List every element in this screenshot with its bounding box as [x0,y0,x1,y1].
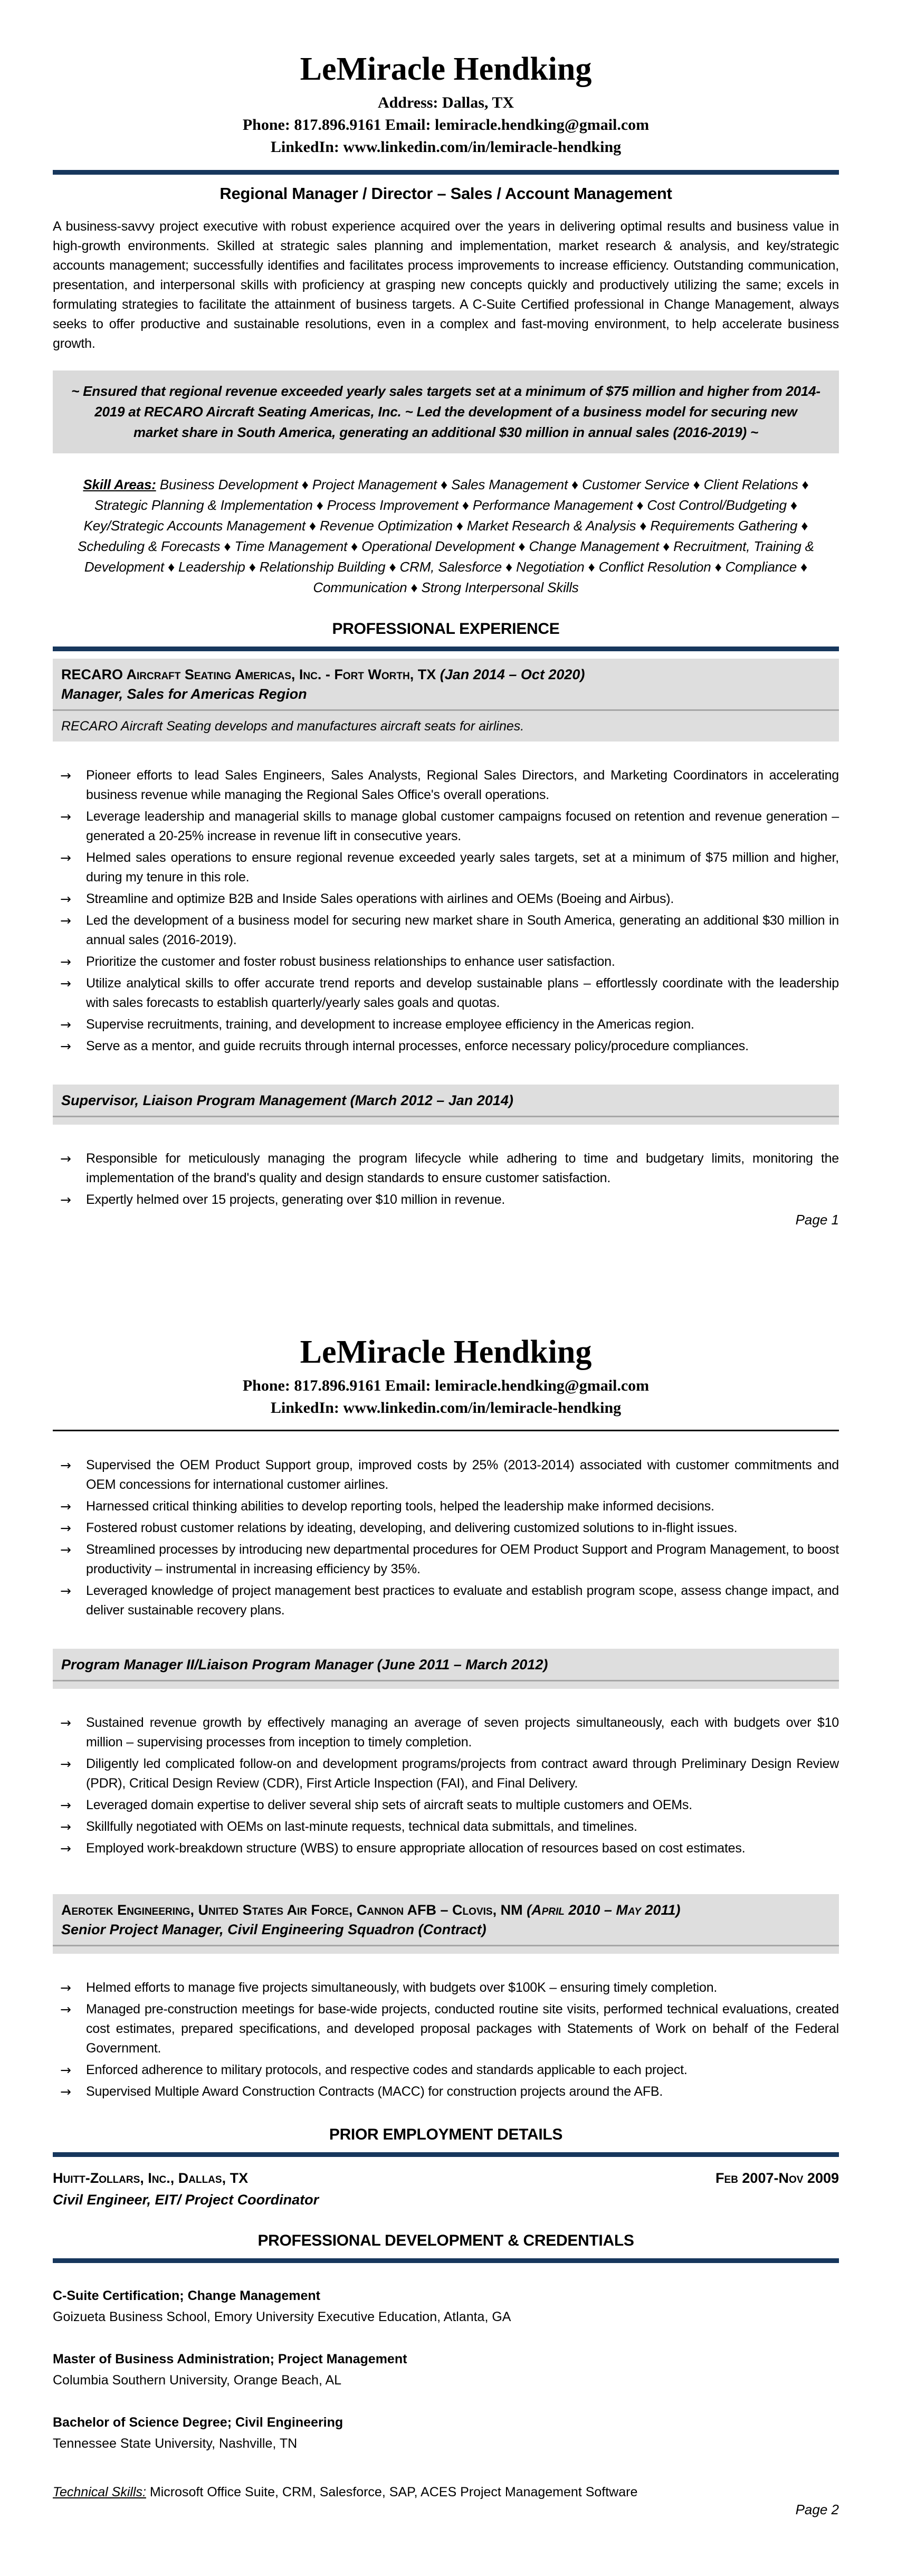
arrow-bullet-icon: → [60,850,71,866]
job-header-supervisor [53,1085,839,1125]
job-title: Supervisor, Liaison Program Management (March 2012 – Jan 2014) [61,1092,513,1108]
bullet-text: Led the development of a business model for securing new market share in South America, generating an additional $30 million in annual sales (2016-2019). [86,913,839,947]
arrow-bullet-icon: → [60,2084,71,2099]
bullet-text: Serve as a mentor, and guide recruits through internal processes, enforce necessary policy/procedure compliances. [86,1039,749,1053]
bullet-text: Leveraged knowledge of project management best practices to evaluate and establish program scope, assess change impact, and deliver sustainable recovery plans. [86,1583,839,1618]
bullet-text: Fostered robust customer relations by ideating, developing, and delivering customized solutions to in-flight issues. [86,1520,738,1535]
contact-block [53,1375,839,1419]
bullet-text: Diligently led complicated follow-on and development programs/projects from contract award through Preliminary Design Review (PDR), Critical Design Review (CDR), First Article Inspection (FAI), and Final Delivery. [86,1756,839,1791]
arrow-bullet-icon: → [60,1192,71,1208]
credential-title: Bachelor of Science Degree; Civil Engineering [53,2415,343,2430]
bullet-list-aerotek [53,1978,839,2104]
header-divider-rule [53,170,839,175]
bullet-text: Supervise recruitments, training, and development to increase employee efficiency in the Americas region. [86,1017,694,1032]
skill-areas-paragraph [53,474,839,598]
contact-phone-email: Phone: 817.896.9161 Email: lemiracle.hendking@gmail.com [242,1377,650,1394]
bullet-item [53,1497,839,1516]
arrow-bullet-icon: → [60,809,71,824]
page-2 [0,1286,897,2576]
section-divider-rule [53,2152,839,2157]
bullet-text: Supervised the OEM Product Support group, improved costs by 25% (2013-2014) associated with customer commitments and OEM concessions for international customer airlines. [86,1458,839,1492]
bullet-text: Helmed efforts to manage five projects simultaneously, with budgets over $100K – ensuring timely completion. [86,1980,718,1995]
technical-skills-list: Microsoft Office Suite, CRM, Salesforce, SAP, ACES Project Management Software [146,2485,638,2499]
resume-name: LeMiracle Hendking [300,1334,592,1370]
bullet-text: Employed work-breakdown structure (WBS) to ensure appropriate allocation of resources based on cost estimates. [86,1841,746,1856]
bullet-list-program-manager [53,1713,839,1860]
section-heading-professional-development: PROFESSIONAL DEVELOPMENT & CREDENTIALS [257,2232,634,2249]
bullet-list-supervisor-continued [53,1456,839,1622]
arrow-bullet-icon: → [60,768,71,783]
arrow-bullet-icon: → [60,1819,71,1834]
bullet-text: Helmed sales operations to ensure regional revenue exceeded yearly sales targets, set at a minimum of $75 million and higher, during my tenure in this role. [86,850,839,885]
bullet-item [53,1817,839,1837]
bullet-item [53,1581,839,1620]
summary-paragraph: A business-savvy project executive with robust experience acquired over the years in delivering optimal results and business value in high-growth environments. Skilled at strategic sales planning and implementation, market research & analysis, and key/strategic accounts management; successfully identifies and facilitates process improvements to increase efficiency. Outstanding communication, presentation, and interpersonal skills with proficiency at grasping new concepts quickly and productively utilizing the same; excels in formulating strategies to facilitate the attainment of business targets. A C-Suite Certified professional in Change Management, always seeks to offer productive and sustainable resolutions, even in a complex and fast-moving environment, to help accelerate business growth. [53,219,839,351]
bullet-list-recaro [53,766,839,1058]
credential-item [53,2286,839,2326]
bullet-text: Responsible for meticulously managing the program lifecycle while adhering to time and budgetary limits, monitoring the implementation of the brand's quality and design standards to ensure customer satisfaction. [86,1151,839,1185]
bullet-item [53,1839,839,1858]
arrow-bullet-icon: → [60,1841,71,1856]
bullet-item [53,889,839,909]
section-heading-professional-experience: PROFESSIONAL EXPERIENCE [332,620,560,638]
credential-title: C-Suite Certification; Change Management [53,2288,320,2303]
bullet-item [53,1754,839,1793]
job-title: Senior Project Manager, Civil Engineering Squadron (Contract) [61,1922,486,1937]
technical-skills-line [53,2483,839,2502]
job-company: Huitt-Zollars, Inc., Dallas, TX [53,2170,249,2186]
job-box-spacer [53,1681,839,1689]
arrow-bullet-icon: → [60,1980,71,1995]
bullet-text: Prioritize the customer and foster robust business relationships to enhance user satisfaction. [86,954,615,969]
contact-block [53,92,839,158]
bullet-text: Leverage leadership and managerial skills to manage global customer campaigns focused on retention and revenue generation – generated a 20-25% increase in revenue lift in consecutive years. [86,809,839,843]
arrow-bullet-icon: → [60,1715,71,1731]
bullet-text: Utilize analytical skills to offer accurate trend reports and develop sustainable plans – effortlessly coordinate with the leadership with sales forecasts to establish quarterly/yearly sales goals and quotas. [86,976,839,1010]
contact-linkedin: LinkedIn: www.linkedin.com/in/lemiracle-hendking [270,1399,622,1417]
job-title: Civil Engineer, EIT/ Project Coordinator [53,2192,319,2208]
header-divider-rule [53,1430,839,1431]
page-1 [0,0,897,1286]
arrow-bullet-icon: → [60,2062,71,2078]
headline: Regional Manager / Director – Sales / Account Management [220,184,672,203]
resume-name: LeMiracle Hendking [300,51,592,87]
bullet-item [53,974,839,1013]
arrow-bullet-icon: → [60,2002,71,2017]
arrow-bullet-icon: → [60,1458,71,1473]
job-box-spacer [53,1946,839,1954]
arrow-bullet-icon: → [60,1151,71,1166]
bullet-item [53,1978,839,1998]
bullet-text: Enforced adherence to military protocols, and respective codes and standards applicable to each project. [86,2062,688,2077]
company-description: RECARO Aircraft Seating develops and manufactures aircraft seats for airlines. [61,719,524,734]
arrow-bullet-icon: → [60,913,71,928]
achievements-highlight-box: ~ Ensured that regional revenue exceeded yearly sales targets set at a minimum of $75 million and higher from 2014-2019 at RECARO Aircraft Seating Americas, Inc. ~ Led the development of a business model for securing new market share in South America, generating an additional $30 million in annual sales (2016-2019) ~ [53,370,839,453]
bullet-item [53,1713,839,1752]
job-company: RECARO Aircraft Seating Americas, Inc. - Fort Worth, TX [61,667,436,682]
bullet-item [53,766,839,805]
job-dates: (April 2010 – May 2011) [527,1902,681,1918]
arrow-bullet-icon: → [60,1542,71,1557]
credential-title: Master of Business Administration; Project Management [53,2352,407,2366]
arrow-bullet-icon: → [60,1583,71,1599]
arrow-bullet-icon: → [60,1756,71,1772]
job-dates: (Jan 2014 – Oct 2020) [440,667,585,682]
bullet-text: Sustained revenue growth by effectively managing an average of seven projects simultaneously, each with budgets over $10 million – supervising processes from inception to timely completion. [86,1715,839,1750]
page-number-1: Page 1 [795,1212,839,1228]
section-divider-rule [53,647,839,651]
bullet-list-supervisor [53,1149,839,1212]
credential-org: Columbia Southern University, Orange Beach, AL [53,2373,342,2388]
bullet-text: Supervised Multiple Award Construction Contracts (MACC) for construction projects around the AFB. [86,2084,663,2099]
bullet-text: Harnessed critical thinking abilities to develop reporting tools, helped the leadership make informed decisions. [86,1499,714,1514]
contact-phone-email: Phone: 817.896.9161 Email: lemiracle.hendking@gmail.com [242,116,650,134]
bullet-item [53,952,839,972]
bullet-item [53,2060,839,2080]
bullet-item [53,1015,839,1034]
contact-linkedin: LinkedIn: www.linkedin.com/in/lemiracle-hendking [270,138,622,156]
contact-address: Address: Dallas, TX [377,94,514,111]
job-row-huitt-zollars [53,2169,839,2188]
credential-org: Tennessee State University, Nashville, TN [53,2436,298,2451]
credential-item [53,2413,839,2453]
page-number-2: Page 2 [795,2502,839,2517]
bullet-item [53,1149,839,1188]
arrow-bullet-icon: → [60,1039,71,1054]
bullet-item [53,1190,839,1210]
arrow-bullet-icon: → [60,954,71,969]
technical-skills-label: Technical Skills: [53,2485,146,2499]
arrow-bullet-icon: → [60,1798,71,1813]
bullet-item [53,1540,839,1579]
bullet-item [53,911,839,950]
bullet-item [53,1037,839,1056]
arrow-bullet-icon: → [60,1520,71,1536]
arrow-bullet-icon: → [60,976,71,991]
arrow-bullet-icon: → [60,1017,71,1032]
arrow-bullet-icon: → [60,891,71,907]
bullet-text: Streamlined processes by introducing new departmental procedures for OEM Product Support and Program Management, to boost productivity – instrumental in increasing efficiency by 35%. [86,1542,839,1576]
job-header-recaro [53,659,839,742]
bullet-item [53,1518,839,1538]
bullet-item [53,1795,839,1815]
bullet-text: Leveraged domain expertise to deliver several ship sets of aircraft seats to multiple customers and OEMs. [86,1798,692,1812]
bullet-item [53,2000,839,2058]
credential-org: Goizueta Business School, Emory University Executive Education, Atlanta, GA [53,2309,511,2324]
arrow-bullet-icon: → [60,1499,71,1514]
job-title: Manager, Sales for Americas Region [61,686,307,702]
job-header-program-manager [53,1649,839,1689]
bullet-text: Expertly helmed over 15 projects, generating over $10 million in revenue. [86,1192,505,1207]
bullet-item [53,1456,839,1495]
section-divider-rule [53,2258,839,2263]
job-header-aerotek [53,1894,839,1954]
skill-areas-label: Skill Areas: [83,477,156,492]
section-heading-prior-employment: PRIOR EMPLOYMENT DETAILS [329,2126,563,2143]
bullet-text: Skillfully negotiated with OEMs on last-minute requests, technical data submittals, and timelines. [86,1819,637,1834]
job-company: Aerotek Engineering, United States Air Force, Cannon AFB – Clovis, NM [61,1902,523,1918]
credential-item [53,2350,839,2390]
bullet-text: Pioneer efforts to lead Sales Engineers, Sales Analysts, Regional Sales Directors, and Marketing Coordinators in accelerating business revenue while managing the Regional Sales Office's overall operations. [86,768,839,802]
bullet-item [53,848,839,887]
skill-areas-list: Business Development ♦ Project Management ♦ Sales Management ♦ Customer Service ♦ Client Relations ♦ Strategic Planning & Implementation ♦ Process Improvement ♦ Performance Management ♦ Cost Control/Budgeting ♦ Key/Strategic Accounts Management ♦ Revenue Optimization ♦ Market Research & Analysis ♦ Requirements Gathering ♦ Scheduling & Forecasts ♦ Time Management ♦ Operational Development ♦ Change Management ♦ Recruitment, Training & Development ♦ Leadership ♦ Relationship Building ♦ CRM, Salesforce ♦ Negotiation ♦ Conflict Resolution ♦ Compliance ♦ Communication ♦ Strong Interpersonal Skills [78,477,814,595]
job-dates: Feb 2007-Nov 2009 [715,2170,839,2186]
bullet-item [53,807,839,846]
bullet-item [53,2082,839,2102]
job-title: Program Manager II/Liaison Program Manager (June 2011 – March 2012) [61,1657,548,1672]
job-box-spacer [53,1117,839,1125]
bullet-text: Streamline and optimize B2B and Inside Sales operations with airlines and OEMs (Boeing and Airbus). [86,891,674,906]
bullet-text: Managed pre-construction meetings for base-wide projects, conducted routine site visits, performed technical evaluations, created cost estimates, prepared specifications, and developed proposal packages with Statements of Work on behalf of the Federal Government. [86,2002,839,2056]
